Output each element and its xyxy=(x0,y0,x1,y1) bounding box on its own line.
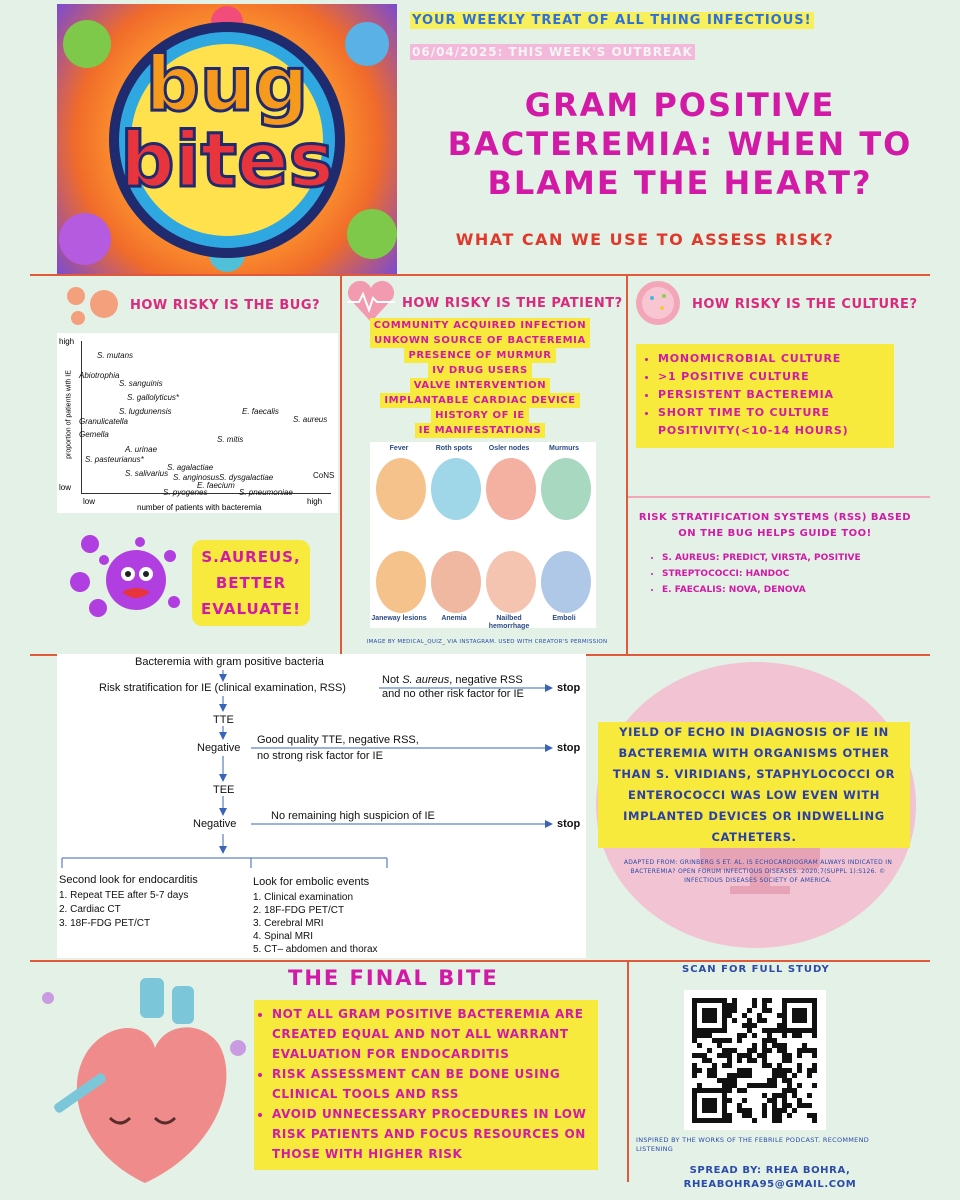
embolic-item: 5. CT– abdomen and thorax xyxy=(253,944,378,955)
sign-label: Roth spots xyxy=(435,445,473,452)
risk-factor: HISTORY OF IE xyxy=(431,408,529,423)
species-label: S. mitis xyxy=(217,435,244,444)
sign-illustration xyxy=(376,551,426,613)
chart-y-label: proportion of patients with IE xyxy=(65,370,73,459)
embolic-title: Look for embolic events xyxy=(253,876,370,888)
date-line: 06/04/2025: THIS WEEK'S OUTBREAK xyxy=(412,45,693,59)
rss-item: • S. AUREUS: PREDICT, VIRSTA, POSITIVE xyxy=(662,550,920,566)
species-label: Gemella xyxy=(79,430,109,439)
rss-box xyxy=(630,510,920,598)
risk-factor: PRESENCE OF MURMUR xyxy=(404,348,555,363)
signs-image xyxy=(370,442,596,628)
rss-item: • STREPTOCOCCI: HANDOC xyxy=(662,566,920,582)
species-label: S. agalactiae xyxy=(167,463,214,472)
species-label: S. pasteurianus* xyxy=(85,455,144,464)
flow-negative-1: Negative xyxy=(197,742,241,754)
flow-stop-3: stop xyxy=(557,818,581,830)
culture-item: • MONOMICROBIAL CULTURE xyxy=(658,350,894,368)
species-label: Granulicatella xyxy=(79,417,128,426)
title-line-2: BACTEREMIA: WHEN TO xyxy=(447,125,913,163)
chart-x-low: low xyxy=(83,497,96,506)
cond1-prefix: Not xyxy=(382,674,403,686)
rss-item: • E. FAECALIS: NOVA, DENOVA xyxy=(662,582,920,598)
species-label: S. anginosus xyxy=(173,473,220,482)
sign-label: Osler nodes xyxy=(488,445,530,452)
species-label: E. faecalis xyxy=(242,407,279,416)
sign-label: Murmurs xyxy=(549,445,579,452)
divider-v2 xyxy=(626,276,628,654)
echo-yield-text: YIELD OF ECHO IN DIAGNOSIS OF IE IN BACTEREMIA WITH ORGANISMS OTHER THAN S. VIRIDIANS, STAPHYLOCOCCI OR ENTEROCOCCI WAS LOW EVEN WITH IMPLANTED DEVICES OR INDWELLING CATHETERS. xyxy=(598,722,910,848)
page-title xyxy=(400,86,960,203)
final-point: • RISK ASSESSMENT CAN BE DONE USING CLINICAL TOOLS AND RSS xyxy=(272,1064,598,1104)
second-look-item: 1. Repeat TEE after 5-7 days xyxy=(59,890,189,901)
sign-illustration xyxy=(376,458,426,520)
flow-risk-strat: Risk stratification for IE (clinical examination, RSS) xyxy=(99,682,346,694)
logo-text-bites: bites xyxy=(120,115,334,204)
embolic-item: 4. Spinal MRI xyxy=(253,931,314,942)
qr-pattern xyxy=(684,990,826,1130)
spread-line-1: SPREAD BY: RHEA BOHRA, xyxy=(689,1165,851,1176)
bug-chart xyxy=(57,333,338,513)
culture-heading: HOW RISKY IS THE CULTURE? xyxy=(692,297,918,312)
embolic-item: 1. Clinical examination xyxy=(253,892,354,903)
sign-label: Emboli xyxy=(552,615,576,622)
species-label: S. gallolyticus* xyxy=(127,393,180,402)
logo-text-bug: bug xyxy=(145,39,309,128)
second-look-list xyxy=(59,889,188,931)
flow-cond2: Good quality TTE, negative RSS, xyxy=(257,734,419,746)
sign-label: Fever xyxy=(389,445,409,452)
echo-citation: ADAPTED FROM: GRINBERG S ET. AL. IS ECHOCARDIOGRAM ALWAYS INDICATED IN BACTEREMIA? OPEN FORUM INFECTIOUS DISEASES. 2020;7(SUPPL 1):S126. © INFECTIOUS DISEASES SOCIETY OF AMERICA. xyxy=(623,859,893,884)
callout-line-2: BETTER xyxy=(215,574,287,592)
risk-factor: IMPLANTABLE CARDIAC DEVICE xyxy=(380,393,579,408)
species-label: CoNS xyxy=(313,471,335,480)
sign-illustration xyxy=(486,551,536,613)
cond1-italic: S. aureus xyxy=(402,674,450,686)
species-label: S. dysgalactiae xyxy=(219,473,274,482)
divider-v1 xyxy=(340,276,342,654)
tagline: YOUR WEEKLY TREAT OF ALL THING INFECTIOUS! xyxy=(412,13,812,28)
chart-y-high: high xyxy=(59,337,75,346)
risk-factor: COMMUNITY ACQUIRED INFECTION xyxy=(370,318,591,333)
species-label: S. salivarius xyxy=(125,469,169,478)
final-point: • NOT ALL GRAM POSITIVE BACTEREMIA ARE CREATED EQUAL AND NOT ALL WARRANT EVALUATION FOR ENDOCARDITIS xyxy=(272,1004,598,1064)
flow-cond1 xyxy=(382,674,523,686)
logo xyxy=(57,4,397,274)
spread-by xyxy=(680,1164,860,1192)
flow-stop-1: stop xyxy=(557,682,581,694)
chart-x-high: high xyxy=(307,497,323,506)
flow-start: Bacteremia with gram positive bacteria xyxy=(135,656,324,668)
sign-illustration xyxy=(486,458,536,520)
risk-factor: IE MANIFESTATIONS xyxy=(415,423,546,438)
flow-cond3: No remaining high suspicion of IE xyxy=(271,810,435,822)
sign-illustration xyxy=(431,551,481,613)
spread-email[interactable]: RHEABOHRA95@GMAIL.COM xyxy=(683,1179,857,1190)
divider-culture xyxy=(628,496,930,498)
flow-negative-2: Negative xyxy=(193,818,237,830)
species-label: S. lugdunensis xyxy=(119,407,172,416)
sign-label: Janeway lesions xyxy=(371,615,427,622)
divider-top xyxy=(30,274,930,276)
culture-item: • >1 POSITIVE CULTURE xyxy=(658,368,894,386)
culture-item: • SHORT TIME TO CULTURE POSITIVITY(<10-14 HOURS) xyxy=(658,404,894,440)
species-label: E. faecium xyxy=(197,481,235,490)
cond1-suffix: , negative RSS xyxy=(449,674,523,686)
subtitle: WHAT CAN WE USE TO ASSESS RISK? xyxy=(455,230,835,249)
flow-stop-2: stop xyxy=(557,742,581,754)
embolic-list xyxy=(253,891,378,956)
culture-box xyxy=(636,344,894,448)
scan-label: SCAN FOR FULL STUDY xyxy=(682,964,830,975)
virus-mascot-icon xyxy=(70,530,185,630)
title-line-1: GRAM POSITIVE xyxy=(524,86,836,124)
embolic-item: 3. Cerebral MRI xyxy=(253,918,324,929)
callout-line-3: EVALUATE! xyxy=(201,600,301,618)
flow-cond1-line2: and no other risk factor for IE xyxy=(382,688,524,700)
inspired-note: INSPIRED BY THE WORKS OF THE FEBRILE PODCAST. RECOMMEND LISTENING xyxy=(636,1136,870,1153)
sign-label: Nailbed hemorrhage xyxy=(488,615,530,630)
qr-code[interactable] xyxy=(684,990,826,1130)
culture-item: • PERSISTENT BACTEREMIA xyxy=(658,386,894,404)
species-label: A. urinae xyxy=(125,445,158,454)
second-look-item: 2. Cardiac CT xyxy=(59,904,121,915)
heart-mascot-icon xyxy=(40,968,250,1193)
chart-y-low: low xyxy=(59,483,72,492)
final-bite-box xyxy=(254,1000,598,1170)
embolic-item: 2. 18F-FDG PET/CT xyxy=(253,905,345,916)
final-bite-heading: THE FINAL BITE xyxy=(288,966,499,990)
species-label: S. aureus xyxy=(293,415,328,424)
risk-factor: UNKOWN SOURCE OF BACTEREMIA xyxy=(370,333,590,348)
divider-low xyxy=(30,960,930,962)
title-line-3: BLAME THE HEART? xyxy=(487,164,873,202)
flow-tte: TTE xyxy=(213,714,234,726)
species-label: S. sanguinis xyxy=(119,379,163,388)
rss-intro: RISK STRATIFICATION SYSTEMS (RSS) BASED ON THE BUG HELPS GUIDE TOO! xyxy=(638,512,912,539)
flow-tee: TEE xyxy=(213,784,235,796)
bacteria-icon xyxy=(62,280,126,328)
second-look-item: 3. 18F-FDG PET/CT xyxy=(59,918,151,929)
image-credit: IMAGE BY MEDICAL_QUIZ_ VIA INSTAGRAM. USED WITH CREATOR'S PERMISSION xyxy=(366,639,608,645)
sign-illustration xyxy=(541,551,591,613)
callout-line-1: S.AUREUS, xyxy=(201,548,301,566)
aureus-callout xyxy=(192,540,310,626)
chart-x-label: number of patients with bacteremia xyxy=(137,503,262,512)
sign-illustration xyxy=(541,458,591,520)
species-label: Abiotrophia xyxy=(79,371,120,380)
sign-label: Anemia xyxy=(441,615,467,622)
sign-illustration xyxy=(431,458,481,520)
flowchart xyxy=(57,654,586,958)
bug-heading: HOW RISKY IS THE BUG? xyxy=(130,298,321,313)
petri-dish-icon xyxy=(630,278,686,328)
final-point: • AVOID UNNECESSARY PROCEDURES IN LOW RISK PATIENTS AND FOCUS RESOURCES ON THOSE WITH HIGHER RISK xyxy=(272,1104,598,1164)
risk-factor: VALVE INTERVENTION xyxy=(410,378,550,393)
species-label: S. pyogenes xyxy=(163,488,208,497)
risk-factor: IV DRUG USERS xyxy=(428,363,532,378)
risk-factor-list xyxy=(365,318,595,438)
flow-cond2-line2: no strong risk factor for IE xyxy=(257,750,383,762)
second-look-title: Second look for endocarditis xyxy=(59,874,198,886)
species-label: S. mutans xyxy=(97,351,134,360)
species-label: S. pneumoniae xyxy=(239,488,293,497)
patient-heading: HOW RISKY IS THE PATIENT? xyxy=(402,296,623,311)
divider-v3 xyxy=(627,962,629,1182)
